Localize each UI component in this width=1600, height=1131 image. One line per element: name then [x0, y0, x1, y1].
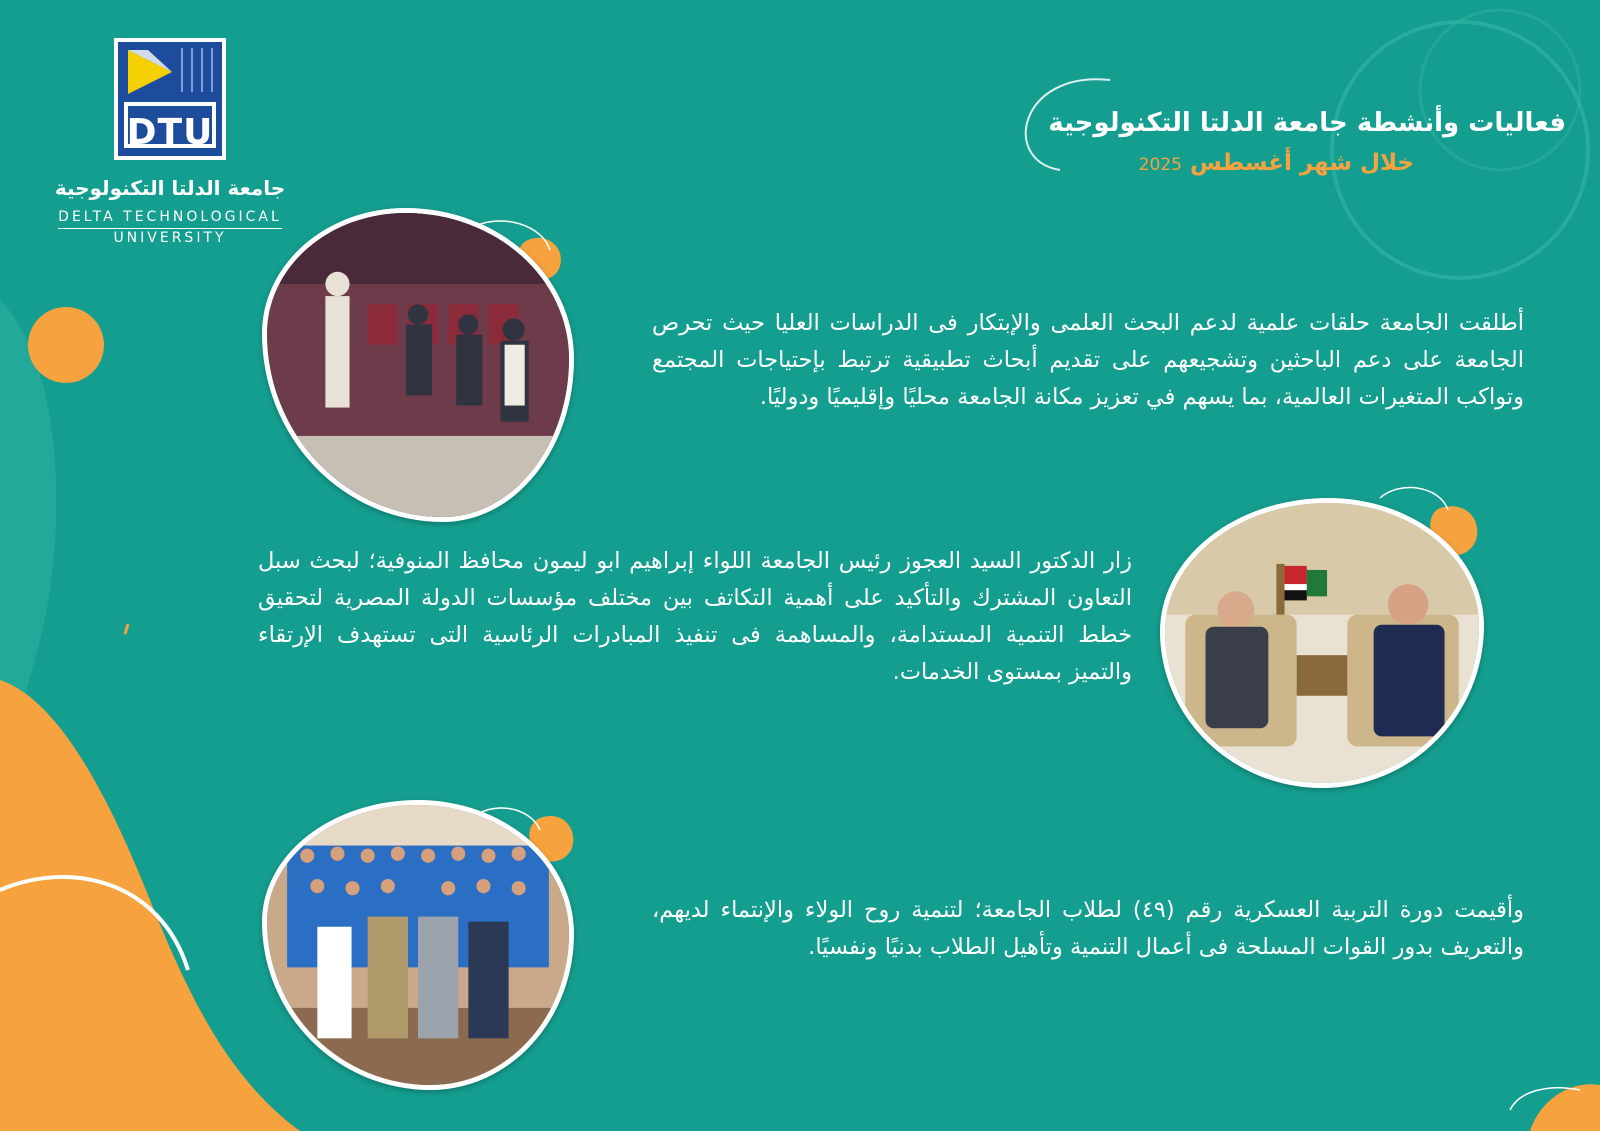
page-title: فعاليات وأنشطة جامعة الدلتا التكنولوجية: [1048, 108, 1566, 138]
section-2-text: زار الدكتور السيد العجوز رئيس الجامعة اللواء إبراهيم ابو ليمون محافظ المنوفية؛ لبحث سبل التعاون المشترك والتأكيد على أهمية التكاتف بين مختلف مؤسسات الدولة المصرية لتحقيق خطط التنمية المستدامة، والمساهمة فى تنفيذ المبادرات الرئاسية التى تستهدف الإرتقاء والتميز بمستوى الخدمات.: [258, 548, 1132, 685]
university-name-english-line2: UNIVERSITY: [113, 230, 227, 246]
subtitle-year: 2025: [1138, 155, 1182, 175]
university-name-arabic: جامعة الدلتا التكنولوجية: [54, 176, 286, 200]
logo-mark-text: DTU: [126, 112, 214, 153]
university-name-english-line1: DELTA TECHNOLOGICAL: [58, 208, 282, 229]
section-1-text: أطلقت الجامعة حلقات علمية لدعم البحث العلمى والإبتكار فى الدراسات العليا حيث تحرص الجامعة على دعم الباحثين وتشجيعهم على تقديم أبحاث تطبيقية ترتبط بإحتياجات المجتمع وتواكب المتغيرات العالمية، بما يسهم في تعزيز مكانة الجامعة محليًا وإقليميًا ودوليًا.: [652, 310, 1524, 410]
university-name-english: [40, 208, 300, 248]
section-3-text: وأقيمت دورة التربية العسكرية رقم (٤٩) لطلاب الجامعة؛ لتنمية روح الولاء والإنتماء لديهم، والتعريف بدور القوات المسلحة فى أعمال التنمية وتأهيل الطلاب بدنيًا ونفسيًا.: [652, 897, 1525, 960]
subtitle-text: خلال شهر أغسطس: [1189, 150, 1414, 176]
university-logo: [114, 38, 226, 160]
page-subtitle: [1014, 150, 1414, 176]
